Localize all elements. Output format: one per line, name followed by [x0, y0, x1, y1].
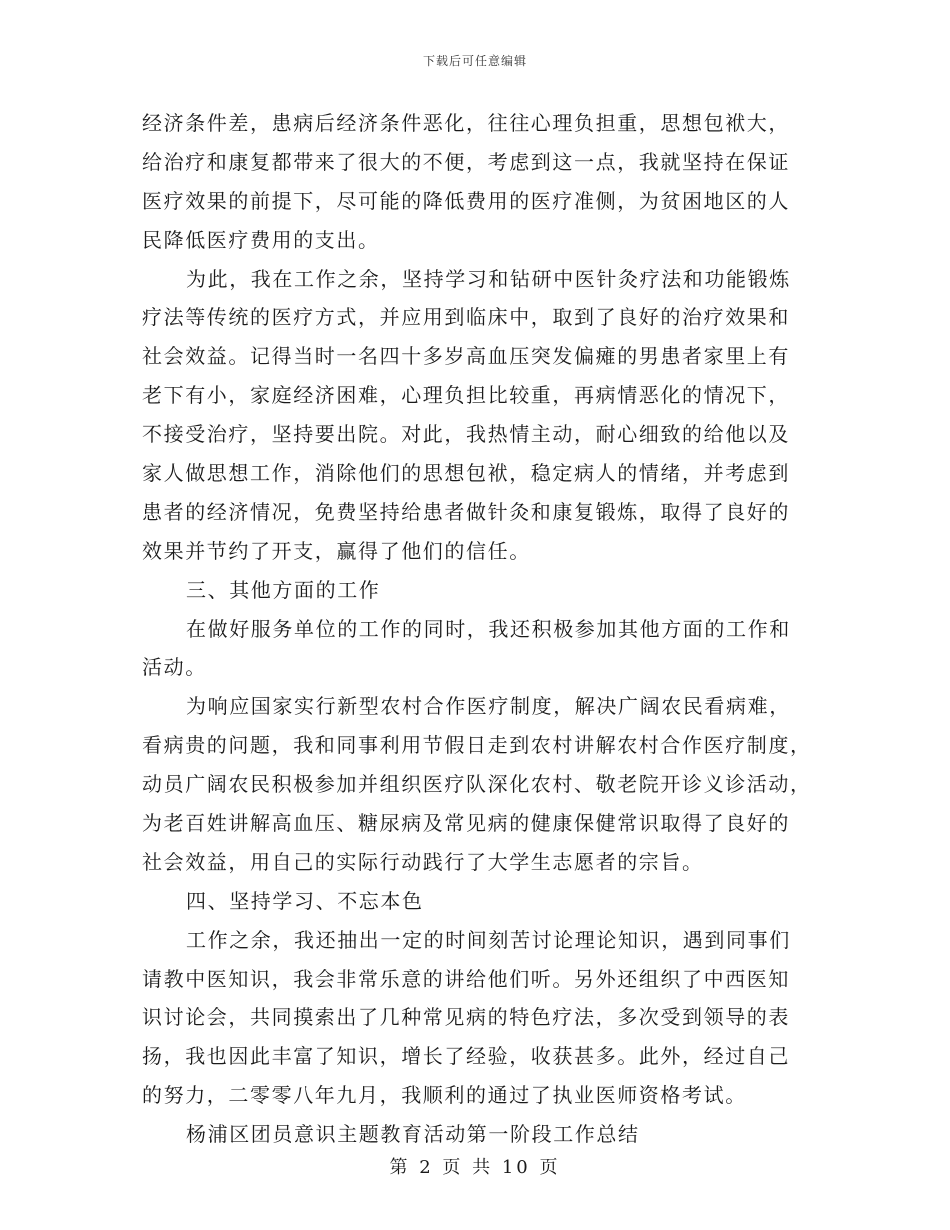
header-note: 下载后可任意编辑	[422, 54, 527, 68]
text-line: 四、坚持学习、不忘本色	[186, 888, 424, 913]
text-line: 效果并节约了开支，赢得了他们的信任。	[142, 538, 531, 563]
page-number: 第 2 页 共 10 页	[389, 1157, 561, 1178]
text-line: 在做好服务单位的工作的同时，我还积极参加其他方面的工作和	[186, 616, 791, 641]
text-line: 患者的经济情况，免费坚持给患者做针灸和康复锻炼，取得了良好的	[142, 499, 790, 524]
text-line: 工作之余，我还抽出一定的时间刻苦讨论理论知识，遇到同事们	[186, 927, 791, 952]
text-line: 社会效益，用自己的实际行动践行了大学生志愿者的宗旨。	[142, 849, 704, 874]
text-line: 民降低医疗费用的支出。	[142, 227, 380, 252]
text-line: 为此，我在工作之余，坚持学习和钻研中医针灸疗法和功能锻炼	[186, 266, 791, 291]
text-line: 老下有小，家庭经济困难，心理负担比较重，再病情恶化的情况下，	[142, 383, 790, 408]
text-line: 动员广阔农民积极参加并组织医疗队深化农村、敬老院开诊义诊活动，	[142, 772, 812, 797]
text-line: 看病贵的问题，我和同事利用节假日走到农村讲解农村合作医疗制度，	[142, 733, 812, 758]
text-line: 为老百姓讲解高血压、糖尿病及常见病的健康保健常识取得了良好的	[142, 811, 790, 836]
text-line: 医疗效果的前提下，尽可能的降低费用的医疗准侧，为贫困地区的人	[142, 188, 790, 213]
text-line: 活动。	[142, 655, 207, 680]
text-line: 请教中医知识，我会非常乐意的讲给他们听。另外还组织了中西医知	[142, 966, 790, 991]
document-body	[142, 104, 814, 1154]
text-line: 杨浦区团员意识主题教育活动第一阶段工作总结	[186, 1122, 640, 1147]
text-line: 为响应国家实行新型农村合作医疗制度，解决广阔农民看病难，	[186, 694, 791, 719]
text-line: 扬，我也因此丰富了知识，增长了经验，收获甚多。此外，经过自己	[142, 1044, 790, 1069]
text-line: 的努力，二零零八年九月，我顺利的通过了执业医师资格考试。	[142, 1083, 747, 1108]
text-line: 社会效益。记得当时一名四十多岁高血压突发偏瘫的男患者家里上有	[142, 344, 790, 369]
text-line: 给治疗和康复都带来了很大的不便，考虑到这一点，我就坚持在保证	[142, 149, 790, 174]
text-line: 三、其他方面的工作	[186, 577, 381, 602]
text-line: 疗法等传统的医疗方式，并应用到临床中，取到了良好的治疗效果和	[142, 305, 790, 330]
text-line: 识讨论会，共同摸索出了几种常见病的特色疗法，多次受到领导的表	[142, 1005, 790, 1030]
text-line: 经济条件差，患病后经济条件恶化，往往心理负担重，思想包袱大，	[142, 111, 790, 135]
text-line: 不接受治疗，坚持要出院。对此，我热情主动，耐心细致的给他以及	[142, 422, 790, 447]
text-line: 家人做思想工作，消除他们的思想包袱，稳定病人的情绪，并考虑到	[142, 461, 790, 486]
